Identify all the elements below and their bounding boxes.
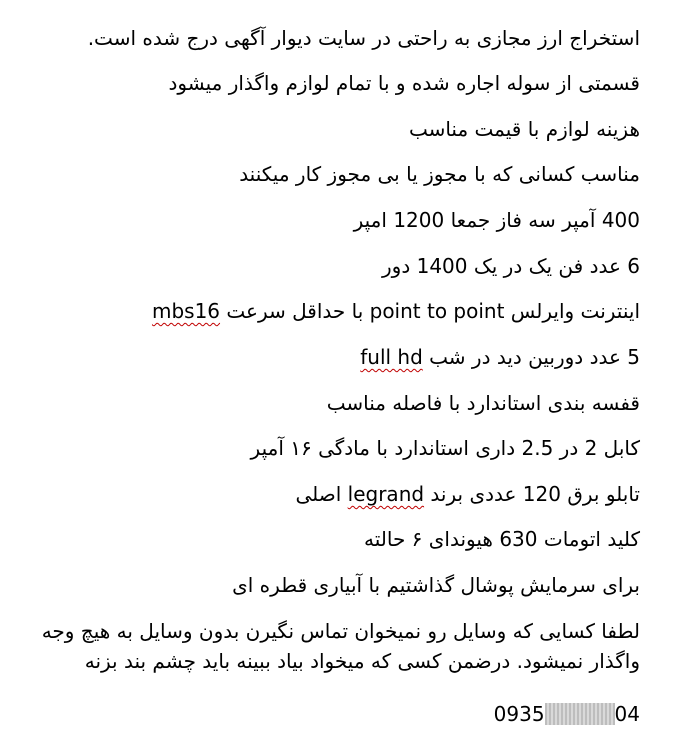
internet-line-before: اینترنت وایرلس: [504, 299, 640, 323]
text-paragraph-final: لطفا کسایی که وسایل رو نمیخوان تماس نگیرن بدون وسایل به هیچ وجه واگذار نمیشود. درضمن کسی که میخواد بیاد ببینه باید چشم بند بزنه: [41, 619, 640, 673]
internet-speed: mbs16: [151, 299, 221, 323]
internet-line-term: point to point: [369, 299, 505, 323]
text-line-6: 6 عدد فن یک در یک 1400 دور: [382, 254, 640, 278]
panel-line-before: تابلو برق 120 عددی برند: [424, 482, 640, 506]
text-line-12: کلید اتومات 630 هیوندای ۶ حالته: [364, 527, 640, 551]
phone-line: [10, 699, 640, 729]
internet-line: [10, 296, 640, 326]
redacted-digits: [545, 703, 615, 725]
phone-prefix: 0935: [493, 702, 545, 726]
text-line-2: قسمتی از سوله اجاره شده و با تمام لوازم واگذار میشود: [168, 71, 640, 95]
camera-line-term: full hd: [360, 345, 423, 369]
panel-brand: legrand: [347, 482, 425, 506]
text-line-10: کابل 2 در 2.5 داری استاندارد با مادگی ۱۶ آمپر: [250, 436, 640, 460]
text-line-5: 400 آمپر سه فاز جمعا 1200 امپر: [353, 208, 640, 232]
text-line-1: استخراج ارز مجازی به راحتی در سایت دیوار آگهی درج شده است.: [87, 26, 640, 50]
text-line-13: برای سرمایش پوشال گذاشتیم با آبیاری قطره ای: [232, 573, 640, 597]
camera-line: [10, 342, 640, 372]
internet-line-middle: با حداقل سرعت: [220, 299, 370, 323]
text-line-9: قفسه بندی استاندارد با فاصله مناسب: [326, 391, 640, 415]
panel-line: [10, 479, 640, 509]
panel-line-after: اصلی: [295, 482, 348, 506]
phone-number: [494, 699, 640, 729]
phone-suffix: 04: [614, 702, 640, 726]
camera-line-before: 5 عدد دوربین دید در شب: [422, 345, 640, 369]
text-line-3: هزینه لوازم با قیمت مناسب: [408, 117, 640, 141]
text-line-4: مناسب کسانی که با مجوز یا بی مجوز کار میکنند: [239, 162, 640, 186]
